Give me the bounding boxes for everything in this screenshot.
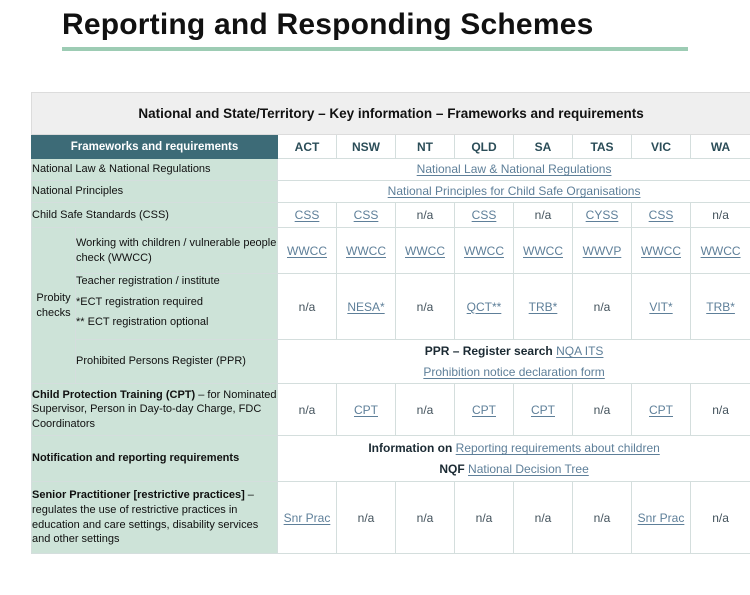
link-wwcc-qld[interactable]: WWCC bbox=[464, 243, 504, 258]
table-banner-row bbox=[32, 93, 750, 135]
ppr-register-search-text: PPR – Register search bbox=[424, 344, 557, 359]
cell-css-act bbox=[278, 203, 337, 228]
column-header-nt: NT bbox=[396, 135, 455, 159]
link-snr-prac-act[interactable]: Snr Prac bbox=[283, 510, 331, 525]
link-national-decision-tree[interactable]: National Decision Tree bbox=[468, 461, 589, 476]
column-header-qld: QLD bbox=[455, 135, 514, 159]
value-cpt-nt: n/a bbox=[416, 402, 434, 417]
column-header-act: ACT bbox=[278, 135, 337, 159]
link-css-nsw[interactable]: CSS bbox=[353, 208, 379, 222]
frameworks-requirements-table bbox=[31, 92, 750, 554]
teacher-reg-line-2: *ECT registration required bbox=[76, 295, 203, 308]
row-label-wwcc: Working with children / vulnerable people check (WWCC) bbox=[76, 228, 278, 274]
link-national-law-regulations[interactable]: National Law & National Regulations bbox=[416, 162, 612, 177]
cell-snrprac-tas bbox=[573, 482, 632, 554]
cell-teacher-sa bbox=[514, 274, 573, 340]
cell-snrprac-qld bbox=[455, 482, 514, 554]
value-teacher-tas: n/a bbox=[593, 299, 611, 314]
cell-css-wa bbox=[691, 203, 750, 228]
teacher-reg-line-1: Teacher registration / institute bbox=[76, 275, 220, 287]
cell-teacher-qld bbox=[455, 274, 514, 340]
row-header-label: Frameworks and requirements bbox=[32, 135, 278, 159]
cell-css-nsw bbox=[337, 203, 396, 228]
link-wwcc-nt[interactable]: WWCC bbox=[405, 243, 445, 258]
cell-css-tas bbox=[573, 203, 632, 228]
link-wwcc-nsw[interactable]: WWCC bbox=[346, 243, 386, 258]
link-nqa-its[interactable]: NQA ITS bbox=[556, 344, 604, 359]
cell-snrprac-wa bbox=[691, 482, 750, 554]
ppr-line-1 bbox=[278, 341, 750, 361]
row-value-notification bbox=[278, 436, 750, 482]
value-cpt-tas: n/a bbox=[593, 402, 611, 417]
cell-cpt-wa bbox=[691, 384, 750, 436]
cell-cpt-act bbox=[278, 384, 337, 436]
value-snrprac-nsw: n/a bbox=[357, 510, 375, 525]
cell-teacher-wa bbox=[691, 274, 750, 340]
link-trb-sa[interactable]: TRB* bbox=[528, 299, 558, 314]
link-css-vic[interactable]: CSS bbox=[648, 208, 674, 222]
link-prohibition-notice-declaration-form[interactable]: Prohibition notice declaration form bbox=[423, 364, 605, 379]
row-group-label-probity-checks: Probity checks bbox=[32, 228, 76, 384]
row-label-national-law: National Law & National Regulations bbox=[32, 159, 278, 181]
link-national-principles-child-safe[interactable]: National Principles for Child Safe Organisations bbox=[387, 184, 641, 199]
ppr-line-2 bbox=[278, 362, 750, 382]
link-qct-qld[interactable]: QCT** bbox=[466, 299, 502, 314]
link-nesa-nsw[interactable]: NESA* bbox=[347, 299, 385, 314]
value-cpt-act: n/a bbox=[298, 402, 316, 417]
value-css-wa: n/a bbox=[712, 208, 729, 222]
link-cpt-nsw[interactable]: CPT bbox=[354, 402, 378, 417]
cpt-label-bold: Child Protection Training (CPT) bbox=[32, 388, 196, 401]
table-header-row bbox=[32, 135, 750, 159]
value-cpt-wa: n/a bbox=[712, 402, 729, 417]
value-teacher-act: n/a bbox=[298, 299, 316, 314]
notification-label-bold: Notification and reporting requirements bbox=[32, 452, 240, 465]
row-value-national-principles bbox=[278, 181, 750, 203]
value-snrprac-sa: n/a bbox=[534, 510, 552, 525]
row-label-national-principles: National Principles bbox=[32, 181, 278, 203]
link-wwcc-sa[interactable]: WWCC bbox=[523, 243, 563, 258]
cell-wwcc-sa bbox=[514, 228, 573, 274]
table-row bbox=[32, 203, 750, 228]
link-vit-vic[interactable]: VIT* bbox=[649, 299, 673, 314]
link-cpt-vic[interactable]: CPT bbox=[649, 402, 673, 417]
value-snrprac-tas: n/a bbox=[593, 510, 611, 525]
table-row bbox=[32, 436, 750, 482]
table-banner: National and State/Territory – Key information – Frameworks and requirements bbox=[32, 93, 750, 135]
table-row bbox=[32, 181, 750, 203]
cpt-label-rest: – for Nominated Supervisor, Person in Day-to-day Charge, FDC Coordinators bbox=[32, 388, 277, 430]
link-css-qld[interactable]: CSS bbox=[471, 208, 497, 222]
cell-teacher-vic bbox=[632, 274, 691, 340]
link-cpt-sa[interactable]: CPT bbox=[531, 402, 555, 417]
cell-teacher-nt bbox=[396, 274, 455, 340]
cell-snrprac-nt bbox=[396, 482, 455, 554]
cell-teacher-act bbox=[278, 274, 337, 340]
value-snrprac-qld: n/a bbox=[475, 510, 493, 525]
link-cpt-qld[interactable]: CPT bbox=[472, 402, 496, 417]
cell-wwcc-vic bbox=[632, 228, 691, 274]
cell-cpt-nsw bbox=[337, 384, 396, 436]
page-title: Reporting and Responding Schemes bbox=[62, 8, 594, 41]
table-row bbox=[32, 228, 750, 274]
cell-snrprac-act bbox=[278, 482, 337, 554]
link-snr-prac-vic[interactable]: Snr Prac bbox=[637, 510, 685, 525]
link-wwcc-vic[interactable]: WWCC bbox=[641, 243, 681, 258]
value-teacher-nt: n/a bbox=[416, 299, 434, 314]
senior-practitioner-label-rest: – regulates the use of restrictive practices in education and care settings, disability services and other settings bbox=[32, 489, 259, 546]
cell-wwcc-tas bbox=[573, 228, 632, 274]
value-snrprac-nt: n/a bbox=[416, 510, 434, 525]
table-row bbox=[32, 340, 750, 384]
row-label-teacher-registration bbox=[76, 274, 278, 340]
column-header-nsw: NSW bbox=[337, 135, 396, 159]
column-header-wa: WA bbox=[691, 135, 750, 159]
row-label-child-safe-standards: Child Safe Standards (CSS) bbox=[32, 203, 278, 228]
cell-wwcc-nt bbox=[396, 228, 455, 274]
row-label-child-protection-training bbox=[32, 384, 278, 436]
cell-css-vic bbox=[632, 203, 691, 228]
table-row bbox=[32, 274, 750, 340]
senior-practitioner-label-bold: Senior Practitioner [restrictive practices] bbox=[32, 489, 245, 502]
link-wwcc-wa[interactable]: WWCC bbox=[700, 243, 741, 258]
nqf-text: NQF bbox=[439, 461, 469, 476]
value-css-sa: n/a bbox=[534, 208, 552, 222]
notification-line-2 bbox=[278, 459, 750, 479]
table-row bbox=[32, 159, 750, 181]
column-header-sa: SA bbox=[514, 135, 573, 159]
cell-css-qld bbox=[455, 203, 514, 228]
cell-cpt-nt bbox=[396, 384, 455, 436]
row-value-ppr bbox=[278, 340, 750, 384]
link-wwcc-act[interactable]: WWCC bbox=[287, 243, 327, 258]
cell-cpt-qld bbox=[455, 384, 514, 436]
cell-wwcc-qld bbox=[455, 228, 514, 274]
row-label-senior-practitioner bbox=[32, 482, 278, 554]
cell-snrprac-vic bbox=[632, 482, 691, 554]
value-snrprac-wa: n/a bbox=[712, 510, 729, 525]
notification-line-1 bbox=[278, 438, 750, 458]
cell-teacher-tas bbox=[573, 274, 632, 340]
row-value-national-law bbox=[278, 159, 750, 181]
cell-snrprac-nsw bbox=[337, 482, 396, 554]
cell-cpt-sa bbox=[514, 384, 573, 436]
row-label-prohibited-persons-register: Prohibited Persons Register (PPR) bbox=[76, 340, 278, 384]
table-row bbox=[32, 482, 750, 554]
cell-wwcc-act bbox=[278, 228, 337, 274]
column-header-vic: VIC bbox=[632, 135, 691, 159]
row-label-notification-reporting bbox=[32, 436, 278, 482]
link-trb-wa[interactable]: TRB* bbox=[706, 299, 735, 314]
value-css-nt: n/a bbox=[416, 208, 434, 222]
frameworks-table-container bbox=[31, 92, 741, 554]
column-header-tas: TAS bbox=[573, 135, 632, 159]
table-row bbox=[32, 384, 750, 436]
cell-teacher-nsw bbox=[337, 274, 396, 340]
link-reporting-requirements-about-children[interactable]: Reporting requirements about children bbox=[455, 441, 660, 456]
link-css-act[interactable]: CSS bbox=[294, 208, 320, 222]
link-css-tas[interactable]: CYSS bbox=[585, 208, 619, 222]
title-underline-rule bbox=[62, 47, 688, 51]
cell-css-sa bbox=[514, 203, 573, 228]
cell-css-nt bbox=[396, 203, 455, 228]
cell-wwcc-nsw bbox=[337, 228, 396, 274]
cell-wwcc-wa bbox=[691, 228, 750, 274]
cell-snrprac-sa bbox=[514, 482, 573, 554]
link-wwvp-tas[interactable]: WWVP bbox=[582, 243, 622, 258]
cell-cpt-tas bbox=[573, 384, 632, 436]
information-on-text: Information on bbox=[368, 441, 456, 456]
teacher-reg-line-3: ** ECT registration optional bbox=[76, 316, 209, 329]
cell-cpt-vic bbox=[632, 384, 691, 436]
